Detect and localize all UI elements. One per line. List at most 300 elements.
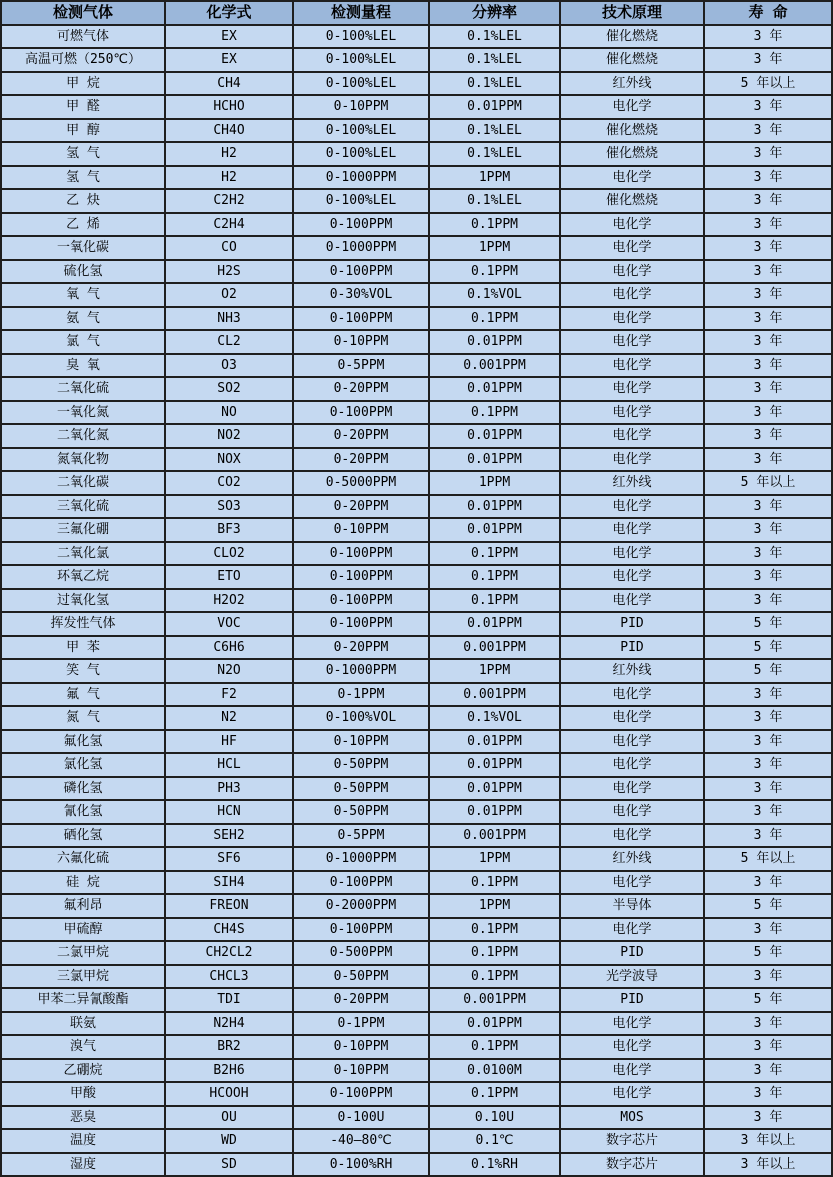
cell: 0-100PPM [293,401,429,425]
cell: 乙硼烷 [1,1059,165,1083]
cell: 乙 炔 [1,189,165,213]
cell: 甲 烷 [1,72,165,96]
cell: 0.10U [429,1106,560,1130]
cell: 电化学 [560,565,704,589]
cell: 高温可燃（250℃） [1,48,165,72]
table-row [1,307,832,331]
cell: 0-10PPM [293,1059,429,1083]
cell: 环氧乙烷 [1,565,165,589]
cell: SO2 [165,377,293,401]
cell: 电化学 [560,307,704,331]
cell: 0.01PPM [429,424,560,448]
cell: CO [165,236,293,260]
table-row [1,659,832,683]
cell: 5 年 [704,988,832,1012]
cell: 3 年 [704,542,832,566]
cell: 溴气 [1,1035,165,1059]
table-row [1,565,832,589]
cell: 电化学 [560,871,704,895]
cell: 0.1%LEL [429,189,560,213]
cell: H2 [165,142,293,166]
cell: 0-100PPM [293,918,429,942]
cell: 0-1PPM [293,1012,429,1036]
cell: 3 年 [704,166,832,190]
cell: 0-10PPM [293,518,429,542]
cell: 恶臭 [1,1106,165,1130]
cell: 0-20PPM [293,377,429,401]
cell: 0-100%LEL [293,142,429,166]
cell: 0.01PPM [429,330,560,354]
cell: SIH4 [165,871,293,895]
cell: 电化学 [560,401,704,425]
cell: 0-100%LEL [293,119,429,143]
cell: 红外线 [560,659,704,683]
cell: 3 年 [704,518,832,542]
cell: H2 [165,166,293,190]
cell: 5 年 [704,612,832,636]
cell: 氟 气 [1,683,165,707]
cell: 三氟化硼 [1,518,165,542]
cell: WD [165,1129,293,1153]
cell: 甲酸 [1,1082,165,1106]
cell: 3 年 [704,448,832,472]
cell: 0-100%RH [293,1153,429,1177]
cell: 0.1PPM [429,542,560,566]
cell: 5 年 [704,941,832,965]
cell: 电化学 [560,448,704,472]
cell: 一氧化氮 [1,401,165,425]
cell: PID [560,612,704,636]
table-body [1,25,832,1177]
cell: 数字芯片 [560,1129,704,1153]
cell: 0-100%LEL [293,72,429,96]
cell: 1PPM [429,166,560,190]
cell: 催化燃烧 [560,142,704,166]
cell: 0.1℃ [429,1129,560,1153]
cell: F2 [165,683,293,707]
cell: 甲 醇 [1,119,165,143]
cell: SO3 [165,495,293,519]
cell: 0-20PPM [293,495,429,519]
column-header: 寿 命 [704,1,832,25]
cell: 1PPM [429,847,560,871]
cell: 0.1PPM [429,1035,560,1059]
cell: 氟利昂 [1,894,165,918]
cell: 0-20PPM [293,424,429,448]
cell: PID [560,636,704,660]
table-row [1,1012,832,1036]
cell: HCOOH [165,1082,293,1106]
cell: 0-50PPM [293,777,429,801]
table-row [1,25,832,49]
table-row [1,941,832,965]
cell: HCN [165,800,293,824]
cell: 3 年以上 [704,1129,832,1153]
cell: 0-2000PPM [293,894,429,918]
cell: 硫化氢 [1,260,165,284]
cell: BR2 [165,1035,293,1059]
cell: 0.1PPM [429,589,560,613]
table-row [1,142,832,166]
cell: 0.001PPM [429,354,560,378]
cell: 0-20PPM [293,988,429,1012]
table-row [1,236,832,260]
cell: 电化学 [560,918,704,942]
table-row [1,95,832,119]
cell: CLO2 [165,542,293,566]
cell: 0-100PPM [293,542,429,566]
cell: CO2 [165,471,293,495]
cell: 0-100PPM [293,612,429,636]
cell: HCL [165,753,293,777]
header-row [1,1,832,25]
cell: 3 年 [704,142,832,166]
cell: 5 年 [704,636,832,660]
table-row [1,542,832,566]
cell: 三氧化硫 [1,495,165,519]
cell: 0.001PPM [429,683,560,707]
column-header: 分辨率 [429,1,560,25]
cell: 3 年 [704,236,832,260]
table-row [1,753,832,777]
cell: 电化学 [560,824,704,848]
cell: 0.1PPM [429,213,560,237]
cell: 3 年 [704,965,832,989]
table-row [1,495,832,519]
cell: 0-100PPM [293,565,429,589]
cell: 0-100PPM [293,307,429,331]
table-row [1,518,832,542]
cell: ETO [165,565,293,589]
table-row [1,706,832,730]
cell: 0-500PPM [293,941,429,965]
cell: 六氟化硫 [1,847,165,871]
cell: 0.1%LEL [429,119,560,143]
table-row [1,1106,832,1130]
cell: 1PPM [429,659,560,683]
cell: 臭 氧 [1,354,165,378]
cell: BF3 [165,518,293,542]
cell: 湿度 [1,1153,165,1177]
cell: 3 年 [704,589,832,613]
cell: CHCL3 [165,965,293,989]
cell: 3 年 [704,683,832,707]
cell: 电化学 [560,1035,704,1059]
cell: 3 年 [704,25,832,49]
table-row [1,448,832,472]
cell: 催化燃烧 [560,25,704,49]
cell: OU [165,1106,293,1130]
cell: PID [560,988,704,1012]
cell: 5 年 [704,659,832,683]
cell: 0-20PPM [293,448,429,472]
cell: 0.01PPM [429,518,560,542]
cell: 3 年 [704,1012,832,1036]
cell: 电化学 [560,236,704,260]
cell: 0-100%LEL [293,48,429,72]
cell: 可燃气体 [1,25,165,49]
cell: 0-100PPM [293,589,429,613]
cell: 3 年 [704,1059,832,1083]
cell: 0.1PPM [429,565,560,589]
cell: EX [165,48,293,72]
cell: 3 年 [704,424,832,448]
cell: 联氨 [1,1012,165,1036]
cell: 半导体 [560,894,704,918]
cell: 磷化氢 [1,777,165,801]
cell: 0.001PPM [429,824,560,848]
cell: 电化学 [560,753,704,777]
cell: 5 年以上 [704,72,832,96]
cell: 5 年以上 [704,847,832,871]
cell: 3 年 [704,1035,832,1059]
cell: N2O [165,659,293,683]
cell: 0.1%RH [429,1153,560,1177]
cell: 0-100U [293,1106,429,1130]
cell: 催化燃烧 [560,189,704,213]
cell: 3 年 [704,706,832,730]
cell: 3 年 [704,730,832,754]
cell: 0.1%LEL [429,48,560,72]
cell: SEH2 [165,824,293,848]
table-row [1,471,832,495]
table-row [1,1129,832,1153]
cell: NO2 [165,424,293,448]
table-row [1,894,832,918]
cell: 3 年 [704,189,832,213]
column-header: 检测量程 [293,1,429,25]
cell: 电化学 [560,1082,704,1106]
cell: 0.1PPM [429,1082,560,1106]
cell: 1PPM [429,894,560,918]
table-row [1,72,832,96]
cell: 温度 [1,1129,165,1153]
table-row [1,213,832,237]
cell: PH3 [165,777,293,801]
cell: 0.001PPM [429,988,560,1012]
cell: 0-10PPM [293,330,429,354]
cell: 0.1%VOL [429,283,560,307]
table-row [1,589,832,613]
cell: 0.01PPM [429,800,560,824]
cell: 二氯甲烷 [1,941,165,965]
cell: HF [165,730,293,754]
column-header: 化学式 [165,1,293,25]
cell: 3 年以上 [704,1153,832,1177]
cell: 0-1000PPM [293,659,429,683]
cell: 乙 烯 [1,213,165,237]
cell: 电化学 [560,589,704,613]
cell: 电化学 [560,260,704,284]
cell: C2H4 [165,213,293,237]
cell: 甲 苯 [1,636,165,660]
cell: 3 年 [704,48,832,72]
cell: NH3 [165,307,293,331]
cell: 氯化氢 [1,753,165,777]
table-header [1,1,832,25]
cell: 3 年 [704,871,832,895]
cell: CH4 [165,72,293,96]
cell: 三氯甲烷 [1,965,165,989]
table-row [1,1059,832,1083]
table-row [1,777,832,801]
cell: 0-5000PPM [293,471,429,495]
cell: 0.1PPM [429,918,560,942]
cell: 氧 气 [1,283,165,307]
table-row [1,1035,832,1059]
cell: 二氧化硫 [1,377,165,401]
cell: 电化学 [560,95,704,119]
cell: 红外线 [560,72,704,96]
cell: 电化学 [560,800,704,824]
cell: CL2 [165,330,293,354]
cell: 氢 气 [1,142,165,166]
cell: 电化学 [560,1012,704,1036]
cell: 电化学 [560,424,704,448]
cell: 红外线 [560,847,704,871]
cell: FREON [165,894,293,918]
cell: 氨 气 [1,307,165,331]
cell: 0-1000PPM [293,236,429,260]
cell: 硅 烷 [1,871,165,895]
cell: 0.1PPM [429,941,560,965]
cell: 0-100PPM [293,213,429,237]
cell: 电化学 [560,730,704,754]
cell: C2H2 [165,189,293,213]
cell: 甲 醛 [1,95,165,119]
cell: 0.1%LEL [429,25,560,49]
cell: N2 [165,706,293,730]
cell: 3 年 [704,377,832,401]
cell: 0-100%LEL [293,25,429,49]
cell: O2 [165,283,293,307]
cell: 电化学 [560,1059,704,1083]
cell: 硒化氢 [1,824,165,848]
cell: 0-5PPM [293,354,429,378]
cell: 电化学 [560,166,704,190]
cell: 0.1PPM [429,965,560,989]
cell: 0.1%LEL [429,72,560,96]
cell: 0.01PPM [429,377,560,401]
cell: O3 [165,354,293,378]
cell: 5 年以上 [704,471,832,495]
cell: 二氧化氮 [1,424,165,448]
cell: 甲苯二异氰酸酯 [1,988,165,1012]
cell: 0-100PPM [293,871,429,895]
cell: PID [560,941,704,965]
cell: 电化学 [560,777,704,801]
cell: 0-100PPM [293,1082,429,1106]
cell: 数字芯片 [560,1153,704,1177]
cell: 0.01PPM [429,448,560,472]
table-row [1,965,832,989]
cell: 电化学 [560,283,704,307]
cell: 电化学 [560,330,704,354]
cell: 氟化氢 [1,730,165,754]
cell: SF6 [165,847,293,871]
cell: 0.1%LEL [429,142,560,166]
cell: 0-10PPM [293,730,429,754]
cell: 0.01PPM [429,1012,560,1036]
cell: 一氧化碳 [1,236,165,260]
cell: 0-100%LEL [293,189,429,213]
cell: NO [165,401,293,425]
cell: 氰化氢 [1,800,165,824]
cell: 笑 气 [1,659,165,683]
cell: 电化学 [560,683,704,707]
cell: 5 年 [704,894,832,918]
cell: 3 年 [704,800,832,824]
table-row [1,377,832,401]
cell: H2O2 [165,589,293,613]
table-row [1,847,832,871]
cell: 电化学 [560,706,704,730]
cell: VOC [165,612,293,636]
cell: 电化学 [560,518,704,542]
cell: 0.01PPM [429,495,560,519]
cell: 1PPM [429,471,560,495]
cell: 3 年 [704,565,832,589]
cell: 3 年 [704,283,832,307]
cell: H2S [165,260,293,284]
cell: 过氧化氢 [1,589,165,613]
cell: -40—80℃ [293,1129,429,1153]
cell: 0-5PPM [293,824,429,848]
cell: 0.1PPM [429,307,560,331]
cell: 3 年 [704,495,832,519]
cell: 3 年 [704,401,832,425]
cell: 电化学 [560,495,704,519]
cell: CH4S [165,918,293,942]
cell: MOS [560,1106,704,1130]
table-row [1,871,832,895]
cell: 0-30%VOL [293,283,429,307]
table-row [1,166,832,190]
table-row [1,683,832,707]
cell: 0.1%VOL [429,706,560,730]
table-row [1,424,832,448]
cell: 3 年 [704,824,832,848]
cell: 二氧化氯 [1,542,165,566]
cell: 3 年 [704,918,832,942]
cell: 0.01PPM [429,730,560,754]
cell: 0-1000PPM [293,166,429,190]
cell: EX [165,25,293,49]
cell: 催化燃烧 [560,119,704,143]
cell: 0-50PPM [293,800,429,824]
table-row [1,354,832,378]
cell: 0.01PPM [429,777,560,801]
cell: 催化燃烧 [560,48,704,72]
cell: 0.1PPM [429,260,560,284]
cell: HCHO [165,95,293,119]
cell: 氮 气 [1,706,165,730]
cell: 挥发性气体 [1,612,165,636]
cell: 3 年 [704,119,832,143]
table-row [1,1153,832,1177]
cell: 3 年 [704,777,832,801]
cell: 3 年 [704,213,832,237]
cell: TDI [165,988,293,1012]
table-row [1,401,832,425]
table-row [1,918,832,942]
table-row [1,636,832,660]
column-header: 检测气体 [1,1,165,25]
cell: 0-10PPM [293,95,429,119]
table-row [1,1082,832,1106]
cell: 0-50PPM [293,753,429,777]
cell: 氯 气 [1,330,165,354]
